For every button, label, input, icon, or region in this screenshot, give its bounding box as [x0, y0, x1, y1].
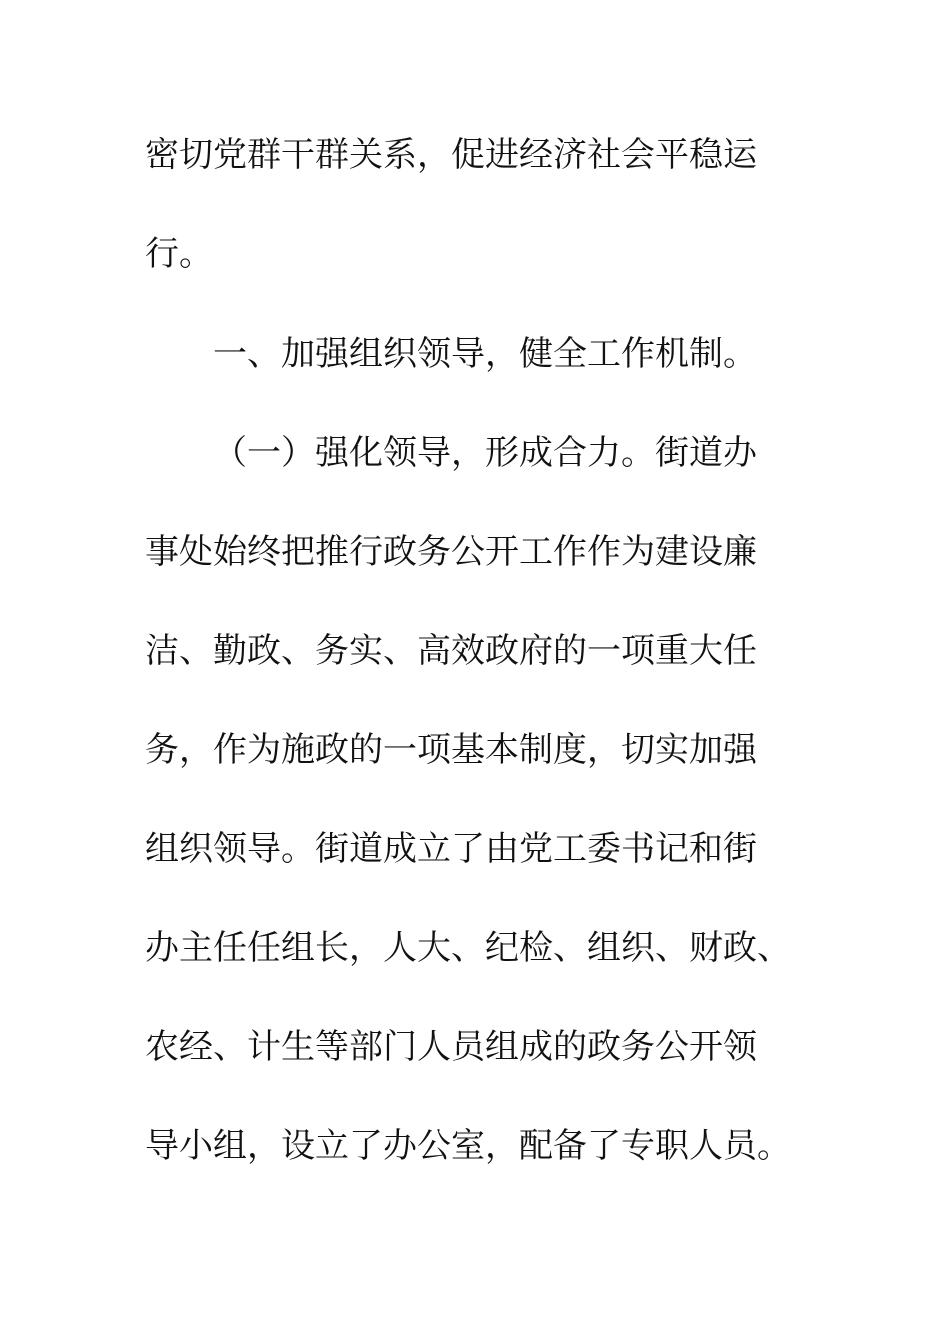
body-text-line: 组织领导。街道成立了由党工委书记和街 — [145, 829, 757, 869]
section-heading: 一、加强组织领导，健全工作机制。 — [213, 334, 757, 374]
body-text-line: 事处始终把推行政务公开工作作为建设廉 — [145, 532, 757, 572]
body-text-line: 务，作为施政的一项基本制度，切实加强 — [145, 730, 757, 770]
body-text-line: 行。 — [145, 234, 213, 274]
body-text-line: 办主任任组长，人大、纪检、组织、财政、 — [145, 928, 791, 968]
body-text-line: 密切党群干群关系，促进经济社会平稳运 — [145, 135, 757, 175]
body-text-line: 洁、勤政、务实、高效政府的一项重大任 — [145, 631, 757, 671]
body-text-line: 导小组，设立了办公室，配备了专职人员。 — [145, 1126, 791, 1166]
body-text-line: 农经、计生等部门人员组成的政务公开领 — [145, 1027, 757, 1067]
subsection-heading-paragraph-start: （一）强化领导，形成合力。街道办 — [213, 433, 757, 473]
